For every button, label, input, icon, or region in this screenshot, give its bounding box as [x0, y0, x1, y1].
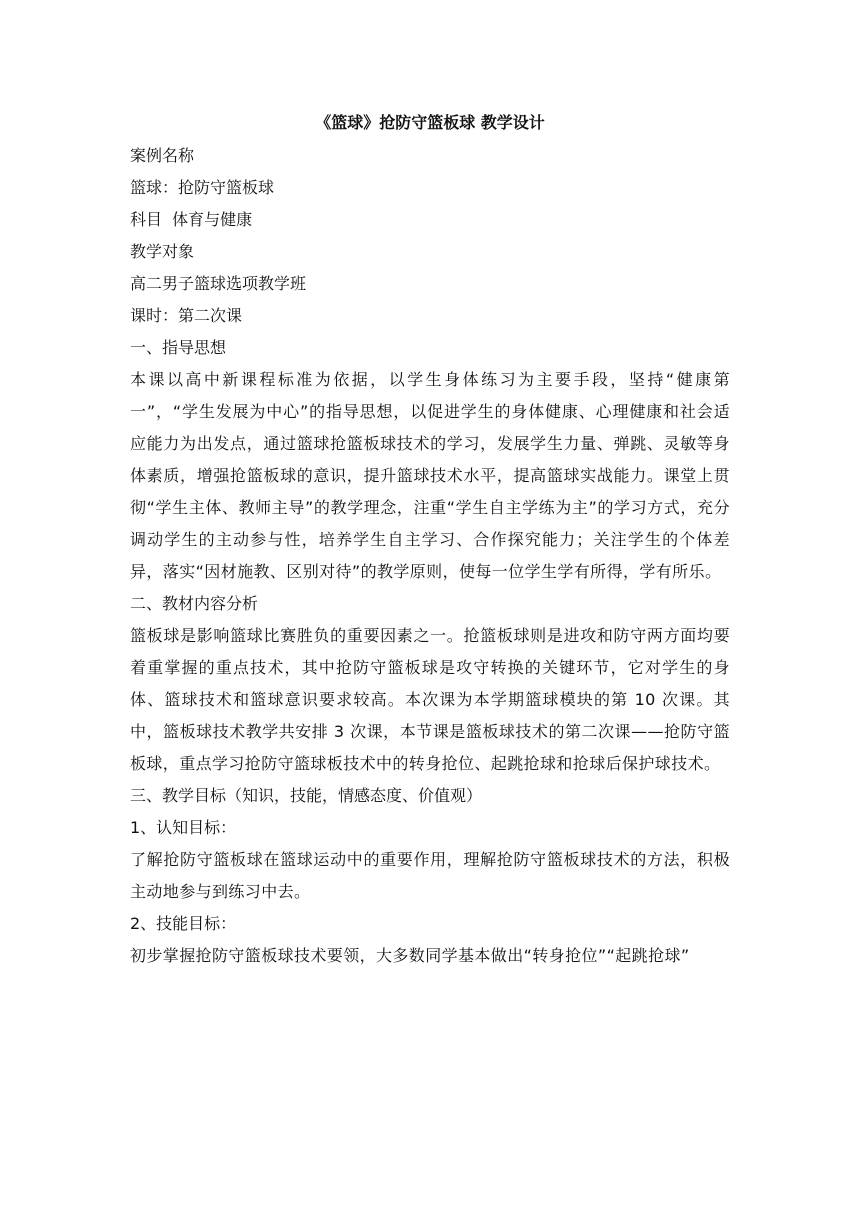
case-name-value: 篮球：抢防守篮板球 — [130, 178, 275, 197]
section2-body: 篮板球是影响篮球比赛胜负的重要因素之一。抢篮板球则是进攻和防守两方面均要着重掌握的重点技术，其中抢防守篮板球是攻守转换的关键环节，它对学生的身体、篮球技术和篮球意识要求较高。本次课为本学期篮球模块的第 10 次课。其中，篮板球技术教学共安排 3 次课，本节课是篮板球技术的第二次课——抢防守篮板球，重点学习抢防守篮球板技术中的转身抢位、起跳抢球和抢球后保护球技术。 — [130, 626, 730, 773]
section2-heading: 二、教材内容分析 — [130, 594, 259, 613]
audience-value: 高二男子篮球选项教学班 — [130, 274, 307, 293]
section1-heading: 一、指导思想 — [130, 338, 227, 357]
section3-heading: 三、教学目标（知识，技能，情感态度、价值观） — [130, 786, 483, 805]
section1-body: 本课以高中新课程标准为依据，以学生身体练习为主要手段，坚持“健康第一”，“学生发展为中心”的指导思想，以促进学生的身体健康、心理健康和社会适应能力为出发点，通过篮球抢篮板球技术的学习，发展学生力量、弹跳、灵敏等身体素质，增强抢篮板球的意识，提升篮球技术水平，提高篮球实战能力。课堂上贯彻“学生主体、教师主导”的教学理念，注重“学生自主学练为主”的学习方式，充分调动学生的主动参与性，培养学生自主学习、合作探究能力；关注学生的个体差异，落实“因材施教、区别对待”的教学原则，使每一位学生学有所得，学有所乐。 — [130, 370, 730, 581]
audience-label: 教学对象 — [130, 242, 195, 261]
document-body — [130, 108, 730, 972]
document-title: 《篮球》抢防守篮板球 教学设计 — [315, 113, 545, 132]
lesson-line: 课时：第二次课 — [130, 306, 243, 325]
subject-line: 科目 体育与健康 — [130, 210, 253, 229]
goal1-heading: 1、认知目标： — [130, 818, 237, 837]
case-name-label: 案例名称 — [130, 146, 195, 165]
goal2-body: 初步掌握抢防守篮板球技术要领，大多数同学基本做出“转身抢位”“起跳抢球” — [130, 946, 690, 965]
goal2-heading: 2、技能目标： — [130, 914, 237, 933]
goal1-body: 了解抢防守篮板球在篮球运动中的重要作用，理解抢防守篮板球技术的方法，积极主动地参与到练习中去。 — [130, 850, 730, 901]
